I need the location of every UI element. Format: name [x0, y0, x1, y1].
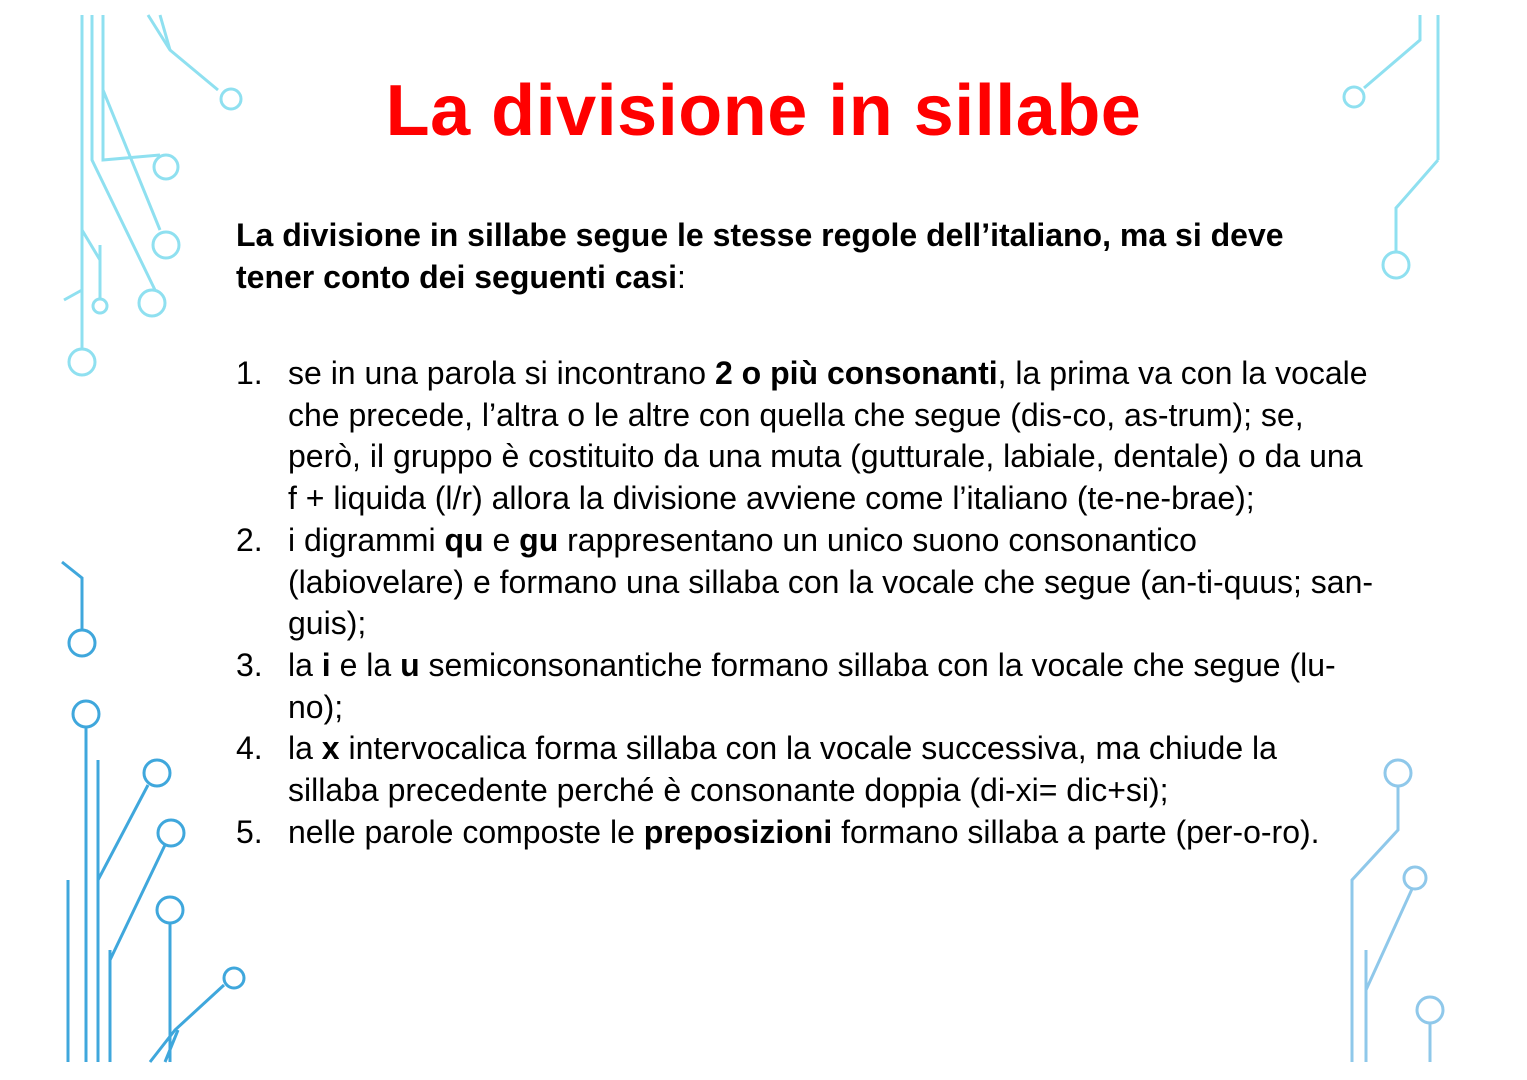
rule-bold-text: x [321, 730, 340, 767]
rule-text: la [288, 646, 322, 683]
rule-bold-text: preposizioni [643, 813, 833, 850]
intro-paragraph [236, 214, 1336, 298]
rule-bold-text: qu [444, 521, 484, 558]
rule-number: 2. [236, 521, 263, 558]
intro-colon: : [677, 259, 686, 295]
page-title: La divisione in sillabe [385, 71, 1142, 151]
circuit-bottom-left [62, 562, 244, 1062]
rule-text: nelle parole composte le [288, 813, 644, 850]
rule-item [236, 728, 1376, 811]
rule-text: e [483, 521, 520, 558]
rule-bold-text: gu [519, 521, 559, 558]
rule-number: 3. [236, 646, 263, 683]
rules-list [236, 353, 1376, 853]
rule-item [236, 645, 1376, 728]
rule-text: rappresentano un unico suono consonantico (labiovelare) e formano una sillaba con la vocale che segue (an-ti-quus; san-guis); [288, 521, 1374, 642]
rule-item [236, 812, 1376, 854]
circuit-top-left [64, 15, 241, 375]
rule-number: 1. [236, 355, 263, 391]
rule-text: formano sillaba a parte (per-o-ro). [832, 813, 1320, 850]
rule-text: e la [330, 646, 401, 683]
rule-bold-text: i [321, 646, 331, 683]
rule-number: 4. [236, 730, 263, 767]
rule-bold-text: 2 o più consonanti [714, 355, 998, 391]
rule-text: , la prima va con la vocale che precede, l’altra o le altre con quella che segue (dis-co, as-trum); se, però, il gruppo è costituito da una muta (gutturale, labiale, dentale) o da una f + liquida (l/r) allora la divisione avviene come l’italiano (te-ne-brae); [288, 355, 1368, 517]
rule-text: intervocalica forma sillaba con la vocale successiva, ma chiude la sillaba precedente perché è consonante doppia (di-xi= dic+si); [288, 730, 1277, 809]
rule-text: la [288, 730, 322, 767]
rule-bold-text: u [400, 646, 420, 683]
rule-item [236, 520, 1376, 645]
rule-text: i digrammi [288, 521, 445, 558]
rule-item [236, 353, 1376, 520]
rule-number: 5. [236, 813, 263, 850]
rule-text: se in una parola si incontrano [288, 355, 715, 391]
rule-text: semiconsonantiche formano sillaba con la vocale che segue (lu-no); [288, 646, 1336, 725]
intro-text: La divisione in sillabe segue le stesse regole dell’italiano, ma si deve tener conto dei seguenti casi [236, 217, 1284, 295]
